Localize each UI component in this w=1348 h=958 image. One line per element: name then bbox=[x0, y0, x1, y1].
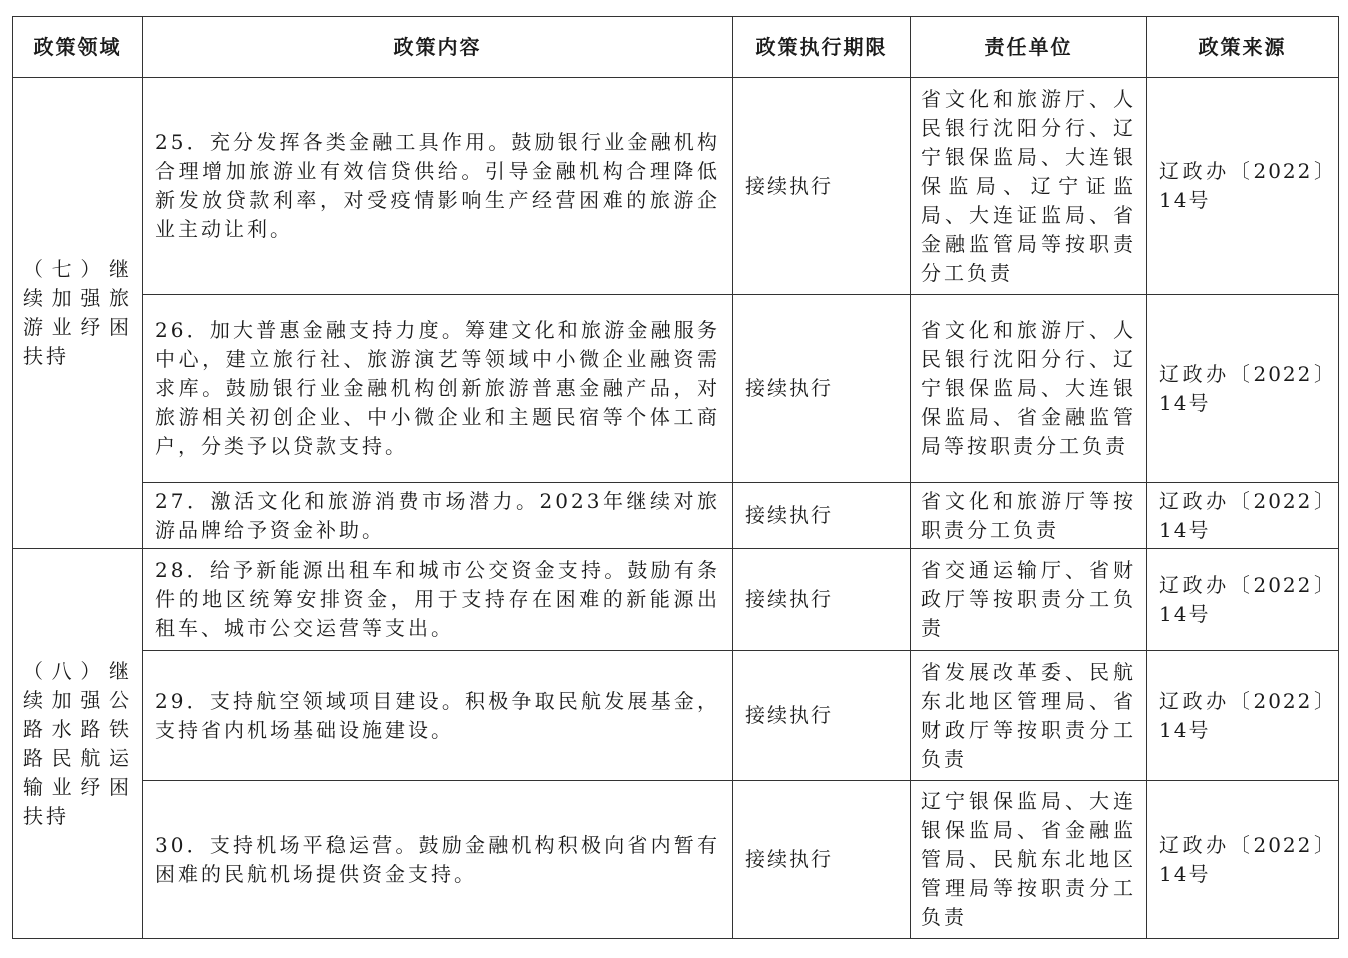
policy-period-cell: 接续执行 bbox=[733, 549, 911, 651]
policy-area-cell: （八）继续加强公路水路铁路民航运输业纾困扶持 bbox=[13, 549, 143, 939]
policy-period-cell: 接续执行 bbox=[733, 78, 911, 295]
policy-source-cell: 辽政办〔2022〕14号 bbox=[1147, 78, 1339, 295]
policy-content-cell: 26．加大普惠金融支持力度。筹建文化和旅游金融服务中心，建立旅行社、旅游演艺等领域中小微企业融资需求库。鼓励银行业金融机构创新旅游普惠金融产品，对旅游相关初创企业、中小微企业和主题民宿等个体工商户，分类予以贷款支持。 bbox=[143, 295, 733, 483]
header-row bbox=[13, 17, 1339, 78]
responsible-unit-cell: 省交通运输厅、省财政厅等按职责分工负责 bbox=[911, 549, 1147, 651]
header-source: 政策来源 bbox=[1147, 17, 1339, 78]
policy-source-cell: 辽政办〔2022〕14号 bbox=[1147, 781, 1339, 939]
policy-content-cell: 29．支持航空领域项目建设。积极争取民航发展基金，支持省内机场基础设施建设。 bbox=[143, 651, 733, 781]
header-period: 政策执行期限 bbox=[733, 17, 911, 78]
table-row bbox=[13, 651, 1339, 781]
responsible-unit-cell: 辽宁银保监局、大连银保监局、省金融监管局、民航东北地区管理局等按职责分工负责 bbox=[911, 781, 1147, 939]
policy-source-cell: 辽政办〔2022〕14号 bbox=[1147, 549, 1339, 651]
responsible-unit-cell: 省文化和旅游厅等按职责分工负责 bbox=[911, 483, 1147, 549]
responsible-unit-cell: 省文化和旅游厅、人民银行沈阳分行、辽宁银保监局、大连银保监局、辽宁证监局、大连证监局、省金融监管局等按职责分工负责 bbox=[911, 78, 1147, 295]
policy-table bbox=[12, 16, 1339, 939]
table-row bbox=[13, 781, 1339, 939]
table-row bbox=[13, 295, 1339, 483]
responsible-unit-cell: 省文化和旅游厅、人民银行沈阳分行、辽宁银保监局、大连银保监局、省金融监管局等按职责分工负责 bbox=[911, 295, 1147, 483]
policy-content-cell: 28．给予新能源出租车和城市公交资金支持。鼓励有条件的地区统筹安排资金，用于支持存在困难的新能源出租车、城市公交运营等支出。 bbox=[143, 549, 733, 651]
header-content: 政策内容 bbox=[143, 17, 733, 78]
policy-area-cell: （七）继续加强旅游业纾困扶持 bbox=[13, 78, 143, 549]
policy-period-cell: 接续执行 bbox=[733, 781, 911, 939]
policy-source-cell: 辽政办〔2022〕14号 bbox=[1147, 651, 1339, 781]
table-row bbox=[13, 78, 1339, 295]
table-row bbox=[13, 549, 1339, 651]
header-area: 政策领域 bbox=[13, 17, 143, 78]
policy-period-cell: 接续执行 bbox=[733, 295, 911, 483]
policy-period-cell: 接续执行 bbox=[733, 483, 911, 549]
responsible-unit-cell: 省发展改革委、民航东北地区管理局、省财政厅等按职责分工负责 bbox=[911, 651, 1147, 781]
header-unit: 责任单位 bbox=[911, 17, 1147, 78]
policy-source-cell: 辽政办〔2022〕14号 bbox=[1147, 483, 1339, 549]
policy-content-cell: 25．充分发挥各类金融工具作用。鼓励银行业金融机构合理增加旅游业有效信贷供给。引导金融机构合理降低新发放贷款利率，对受疫情影响生产经营困难的旅游企业主动让利。 bbox=[143, 78, 733, 295]
policy-period-cell: 接续执行 bbox=[733, 651, 911, 781]
policy-content-cell: 27．激活文化和旅游消费市场潜力。2023年继续对旅游品牌给予资金补助。 bbox=[143, 483, 733, 549]
table-row bbox=[13, 483, 1339, 549]
policy-content-cell: 30．支持机场平稳运营。鼓励金融机构积极向省内暂有困难的民航机场提供资金支持。 bbox=[143, 781, 733, 939]
policy-source-cell: 辽政办〔2022〕14号 bbox=[1147, 295, 1339, 483]
